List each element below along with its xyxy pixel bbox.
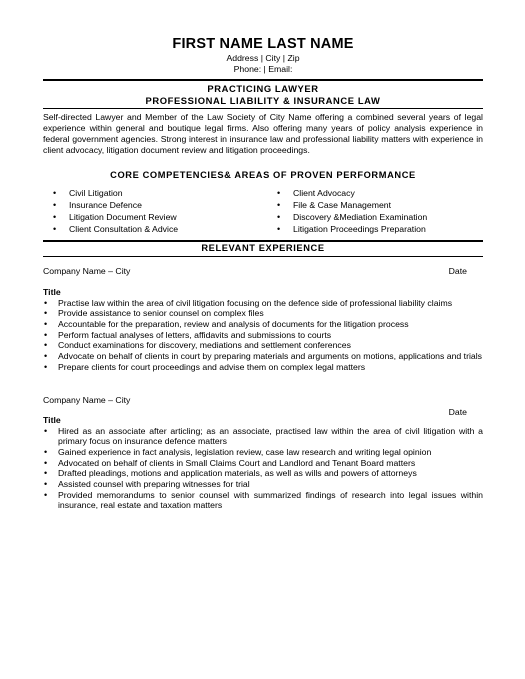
responsibility-item: • Prepare clients for court proceedings and advise them on complex legal matters xyxy=(43,362,483,373)
resume-page xyxy=(43,36,483,511)
divider xyxy=(43,79,483,81)
job-header xyxy=(43,395,483,406)
summary-paragraph: Self-directed Lawyer and Member of the Law Society of City Name offering a combined several years of legal experience within general and boutique legal firms. Also offering many years of policy analysis experience in federal government agencies. Strong interest in insurance law and professional liability matters with experience in client advocacy, litigation document review and litigation proceedings. xyxy=(43,112,483,155)
competency-item: • Insurance Defence xyxy=(53,199,277,211)
responsibility-item: • Advocated on behalf of clients in Small Claims Court and Landlord and Tenant Board matters xyxy=(43,458,483,469)
job-header xyxy=(43,266,483,277)
job-title: Title xyxy=(43,286,61,297)
competency-item: • Litigation Proceedings Preparation xyxy=(277,223,427,235)
responsibility-item: • Provide assistance to senior counsel on complex files xyxy=(43,308,483,319)
responsibility-item: • Gained experience in fact analysis, legislation review, case law research and writing legal opinion xyxy=(43,447,483,458)
professional-specialty: PROFESSIONAL LIABILITY & INSURANCE LAW xyxy=(145,94,381,106)
competencies-right-column xyxy=(277,187,427,235)
competency-item: • Client Consultation & Advice xyxy=(53,223,277,235)
responsibility-item: • Drafted pleadings, motions and application materials, as well as wills and powers of attorneys xyxy=(43,468,483,479)
responsibility-item: • Practise law within the area of civil litigation focusing on the defence side of professional liability claims xyxy=(43,298,483,309)
professional-title: PRACTICING LAWYER xyxy=(207,83,319,94)
experience-heading: RELEVANT EXPERIENCE xyxy=(201,242,325,253)
job-header-date-row xyxy=(43,406,483,425)
divider xyxy=(43,108,483,109)
responsibility-item: • Assisted counsel with preparing witnesses for trial xyxy=(43,479,483,490)
competency-item: • File & Case Management xyxy=(277,199,427,211)
job-date: Date xyxy=(448,406,467,417)
job-date: Date xyxy=(448,265,467,276)
company-name: Company Name – City xyxy=(43,265,131,276)
competencies-left-column xyxy=(53,187,277,235)
competency-item: • Client Advocacy xyxy=(277,187,427,199)
competency-item: • Discovery &Mediation Examination xyxy=(277,211,427,223)
responsibility-item: • Advocate on behalf of clients in court by preparing materials and arguments on motions, applications and trials xyxy=(43,351,483,362)
competency-item: • Civil Litigation xyxy=(53,187,277,199)
competencies-list xyxy=(43,187,483,235)
job-title: Title xyxy=(43,414,61,425)
job-responsibilities xyxy=(43,426,483,512)
contact-phone-email: Phone: | Email: xyxy=(233,64,293,74)
responsibility-item: • Provided memorandums to senior counsel with summarized findings of research into legal issues within insurance, real estate and taxation matters xyxy=(43,490,483,511)
responsibility-item: • Hired as an associate after articling; as an associate, practised law within the area of civil litigation with a primary focus on insurance defence matters xyxy=(43,426,483,447)
job-responsibilities xyxy=(43,298,483,373)
competency-item: • Litigation Document Review xyxy=(53,211,277,223)
contact-address: Address | City | Zip xyxy=(226,53,300,63)
divider xyxy=(43,240,483,242)
company-name: Company Name – City xyxy=(43,394,131,405)
responsibility-item: • Accountable for the preparation, review and analysis of documents for the litigation process xyxy=(43,319,483,330)
responsibility-item: • Conduct examinations for discovery, mediations and settlement conferences xyxy=(43,340,483,351)
responsibility-item: • Perform factual analyses of letters, affidavits and submissions to courts xyxy=(43,330,483,341)
divider xyxy=(43,256,483,257)
competencies-heading: CORE COMPETENCIES& AREAS OF PROVEN PERFORMANCE xyxy=(110,169,416,180)
candidate-name: FIRST NAME LAST NAME xyxy=(172,36,354,52)
